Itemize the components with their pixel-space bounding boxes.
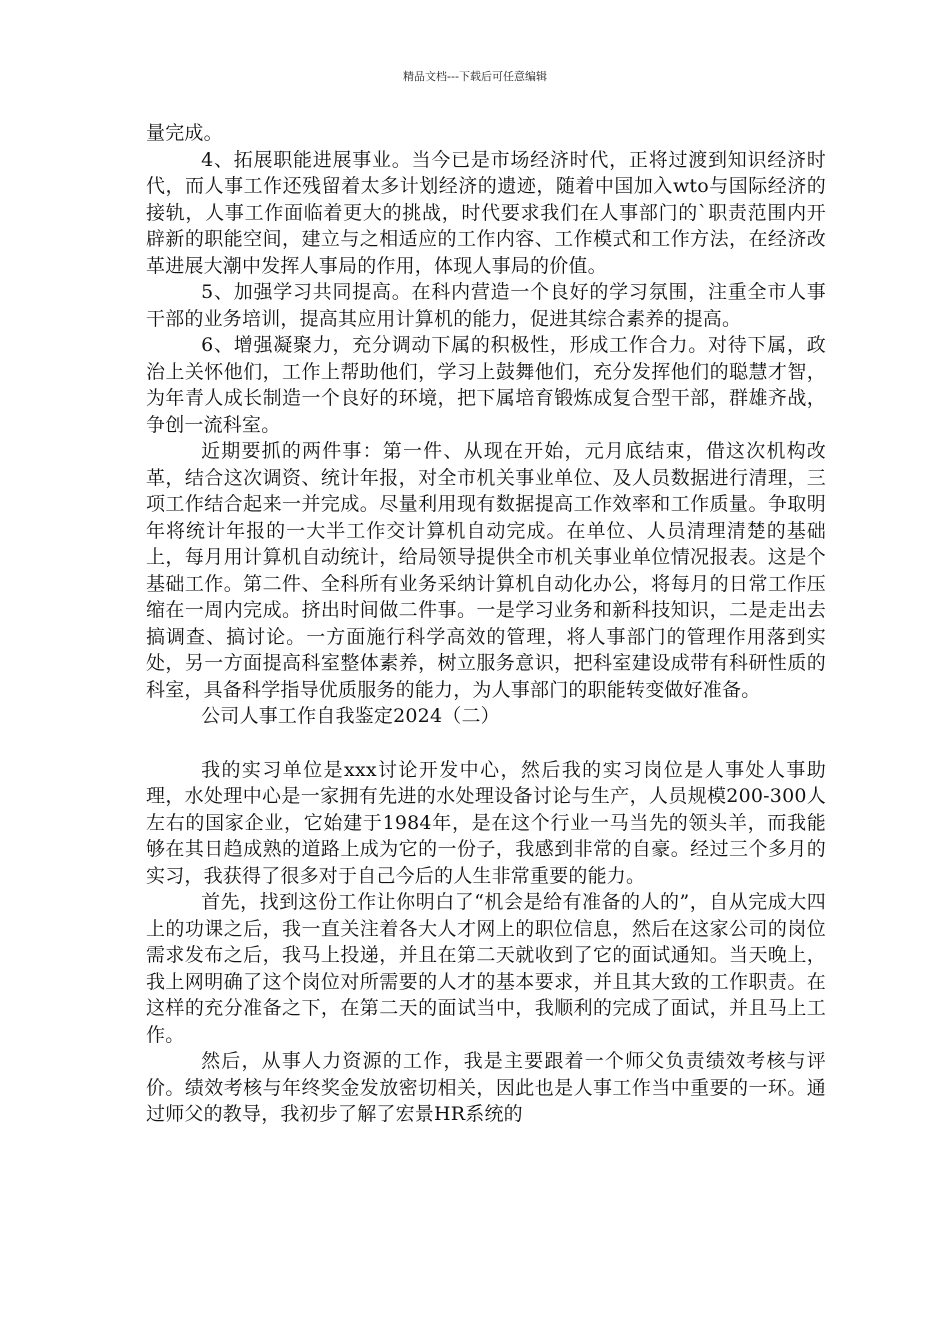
page-header: 精品文档---下载后可任意编辑: [403, 70, 547, 83]
paragraph-continuation: 量完成。: [146, 122, 223, 144]
paragraph-first: 首先，找到这份工作让你明白了“机会是给有准备的人的”，自从完成大四上的功课之后，我一直关注着各大人才网上的职位信息，然后在这家公司的岗位需求发布之后，我马上投递，并且在第二天就收到了它的面试通知。当天晚上，我上网明确了这个岗位对所需要的人才的基本要求，并且其大致的工作职责。在这样的充分准备之下，在第二天的面试当中，我顺利的完成了面试，并且马上工作。: [146, 891, 826, 1046]
section-spacer: [146, 730, 826, 757]
paragraph-item-6: 6、增强凝聚力，充分调动下属的积极性，形成工作合力。对待下属，政治上关怀他们，工作上帮助他们，学习上鼓舞他们，充分发挥他们的聪慧才智，为年青人成长制造一个良好的环境，把下属培育锻炼成复合型干部，群雄齐战，争创一流科室。: [146, 334, 826, 436]
paragraph-item-5: 5、加强学习共同提高。在科内营造一个良好的学习氛围，注重全市人事干部的业务培训，提高其应用计算机的能力，促进其综合素养的提高。: [146, 281, 826, 330]
document-body: [146, 120, 826, 1128]
section-heading: 公司人事工作自我鉴定2024（二）: [201, 705, 500, 727]
paragraph-internship-unit: 我的实习单位是xxx讨论开发中心，然后我的实习岗位是人事处人事助理，水处理中心是一家拥有先进的水处理设备讨论与生产，人员规模200-300人左右的国家企业，它始建于1984年，是在这个行业一马当先的领头羊，而我能够在其日趋成熟的道路上成为它的一份子，我感到非常的自豪。经过三个多月的实习，我获得了很多对于自己今后的人生非常重要的能力。: [146, 758, 826, 887]
paragraph-then: 然后，从事人力资源的工作，我是主要跟着一个师父负责绩效考核与评价。绩效考核与年终奖金发放密切相关，因此也是人事工作当中重要的一环。通过师父的教导，我初步了解了宏景HR系统的: [146, 1050, 826, 1125]
paragraph-item-4: 4、拓展职能进展事业。当今已是市场经济时代，正将过渡到知识经济时代，而人事工作还残留着太多计划经济的遗迹，随着中国加入wto与国际经济的接轨，人事工作面临着更大的挑战，时代要求我们在人事部门的`职责范围内开辟新的职能空间，建立与之相适应的工作内容、工作模式和工作方法，在经济改革进展大潮中发挥人事局的作用，体现人事局的价值。: [146, 148, 826, 277]
paragraph-recent-tasks: 近期要抓的两件事：第一件、从现在开始，元月底结束，借这次机构改革，结合这次调资、统计年报，对全市机关事业单位、及人员数据进行清理，三项工作结合起来一并完成。尽量利用现有数据提高工作效率和工作质量。争取明年将统计年报的一大半工作交计算机自动完成。在单位、人员清理清楚的基础上，每月用计算机自动统计，给局领导提供全市机关事业单位情况报表。这是个基础工作。第二件、全科所有业务采纳计算机自动化办公，将每月的日常工作压缩在一周内完成。挤出时间做二件事。一是学习业务和新科技知识，二是走出去搞调查、搞讨论。一方面施行科学高效的管理，将人事部门的管理作用落到实处，另一方面提高科室整体素养，树立服务意识，把科室建设成带有科研性质的科室，具备科学指导优质服务的能力，为人事部门的职能转变做好准备。: [146, 440, 826, 701]
